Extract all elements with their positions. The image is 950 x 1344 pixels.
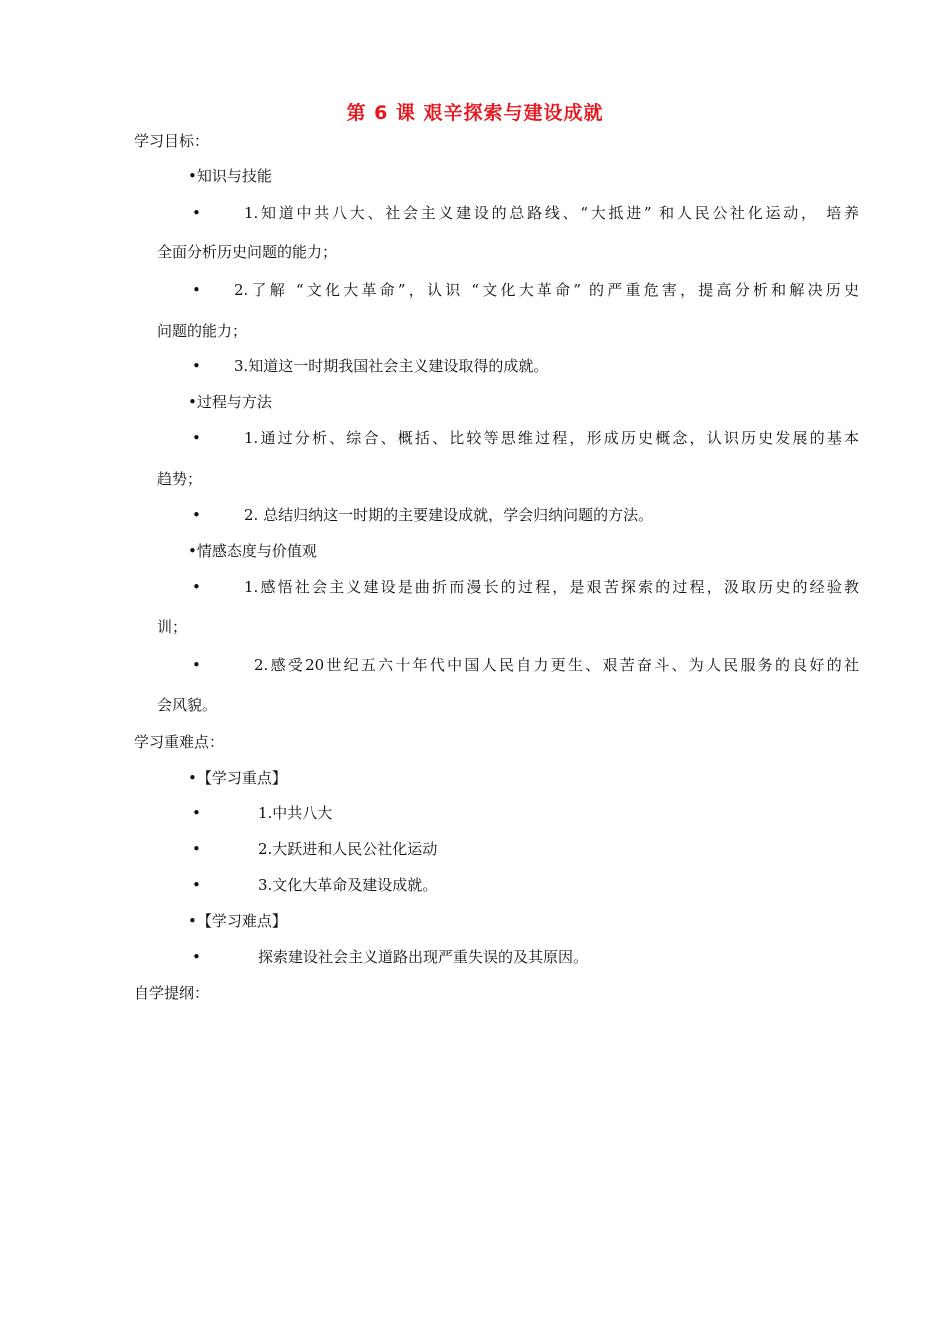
bullet: • — [192, 429, 201, 447]
bullet: • — [192, 506, 201, 524]
bullet: • — [192, 656, 201, 674]
bullet: • — [192, 204, 201, 222]
focus-item-2: 2.大跃进和人民公社化运动 — [258, 840, 438, 858]
attitude-item-2-line-2: 会风貌。 — [157, 696, 218, 714]
knowledge-item-3: 3.知道这一时期我国社会主义建设取得的成就。 — [234, 357, 549, 375]
bullet: • — [188, 769, 197, 787]
subheading-attitude — [188, 544, 317, 559]
attitude-item-1-line-2: 训； — [157, 618, 188, 636]
attitude-item-1-line-1: 1.感悟社会主义建设是曲折而漫长的过程，是艰苦探索的过程，汲取历史的经验教 — [244, 578, 859, 596]
attitude-item-2-line-1: 2.感受20世纪五六十年代中国人民自力更生、艰苦奋斗、为人民服务的良好的社 — [254, 656, 859, 674]
bullet: • — [188, 542, 197, 560]
lesson-title: 第 6 课 艰辛探索与建设成就 — [346, 102, 604, 124]
bullet: • — [192, 804, 201, 822]
subheading-focus-label: 【学习重点】 — [196, 769, 287, 787]
focus-item-3: 3.文化大革命及建设成就。 — [258, 876, 438, 894]
subheading-knowledge — [188, 169, 272, 184]
subheading-knowledge-label: 知识与技能 — [196, 167, 272, 185]
knowledge-item-1-line-1: 1.知道中共八大、社会主义建设的总路线、“大抵进” 和人民公社化运动， 培养 — [244, 204, 859, 222]
bullet: • — [192, 876, 201, 894]
bullet: • — [188, 167, 197, 185]
bullet: • — [188, 393, 197, 411]
process-item-1-line-2: 趋势； — [157, 470, 203, 488]
subheading-focus — [188, 771, 287, 786]
knowledge-item-1-line-2: 全面分析历史问题的能力； — [157, 243, 338, 261]
subheading-process — [188, 395, 272, 410]
bullet: • — [192, 840, 201, 858]
bullet: • — [192, 948, 201, 966]
bullet: • — [192, 281, 201, 299]
section-heading-objectives: 学习目标： — [134, 132, 210, 150]
subheading-process-label: 过程与方法 — [196, 393, 272, 411]
knowledge-item-2-line-1: 2.了解 “文化大革命”，认识 “文化大革命” 的严重危害，提高分析和解决历史 — [234, 281, 859, 299]
bullet: • — [188, 912, 197, 930]
process-item-1-line-1: 1.通过分析、综合、概括、比较等思维过程，形成历史概念，认识历史发展的基本 — [244, 429, 859, 447]
difficulty-item: 探索建设社会主义道路出现严重失误的及其原因。 — [258, 948, 589, 966]
bullet: • — [192, 357, 201, 375]
bullet: • — [192, 578, 201, 596]
focus-item-1: 1.中共八大 — [258, 804, 333, 822]
subheading-difficulty — [188, 914, 287, 929]
process-item-2: 2. 总结归纳这一时期的主要建设成就，学会归纳问题的方法。 — [244, 506, 654, 524]
section-heading-outline: 自学提纲： — [134, 984, 210, 1002]
subheading-attitude-label: 情感态度与价值观 — [196, 542, 317, 560]
subheading-difficulty-label: 【学习难点】 — [196, 912, 287, 930]
section-heading-keypoints: 学习重难点： — [134, 733, 225, 751]
knowledge-item-2-line-2: 问题的能力； — [157, 322, 248, 340]
